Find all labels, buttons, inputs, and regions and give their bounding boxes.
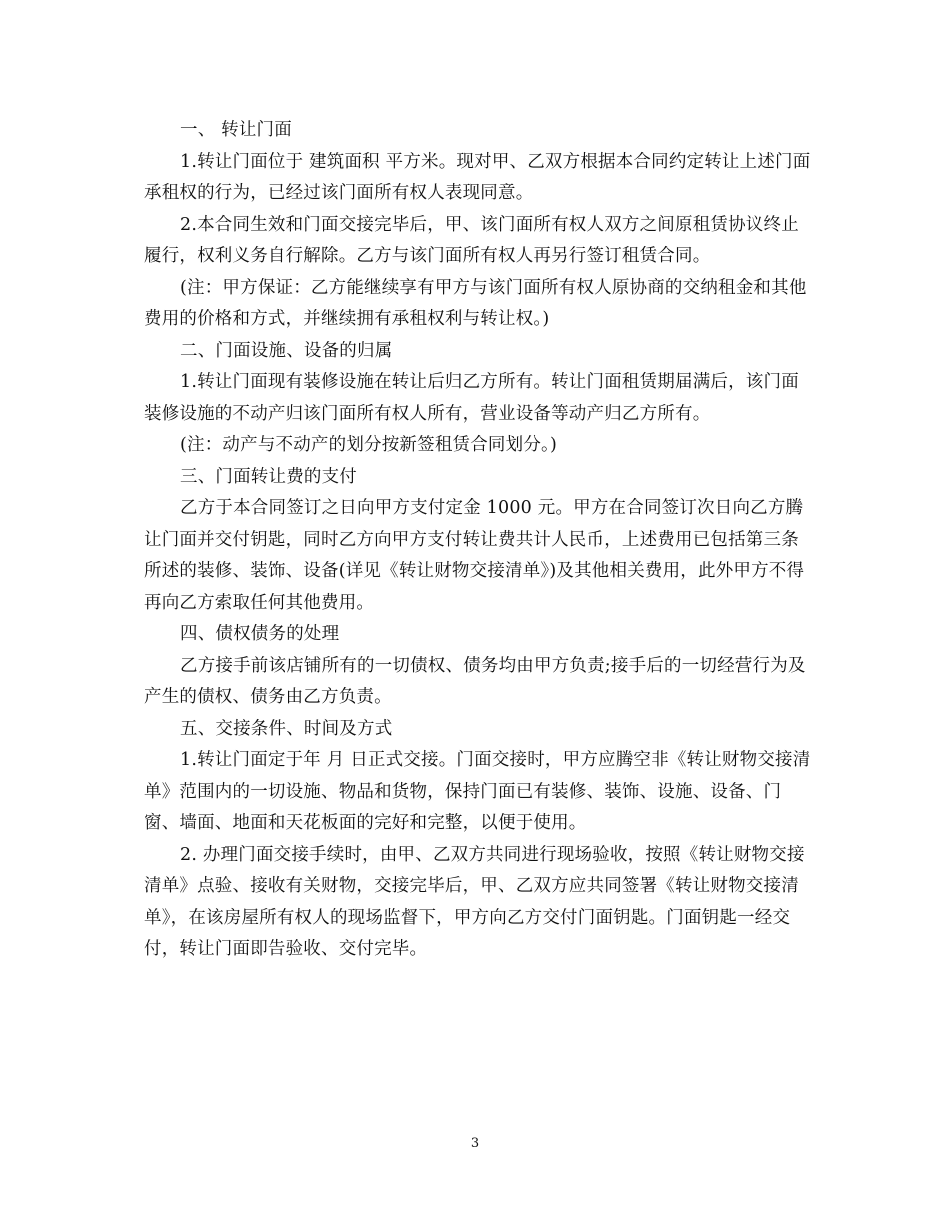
page-number: 3: [470, 1136, 480, 1151]
section-heading-5: 五、交接条件、时间及方式: [180, 718, 393, 739]
clause-5-2: 2. 办理门面交接手续时，由甲、乙双方共同进行现场验收，按照《转让财物交接清单》点验、接收有关财物，交接完毕后，甲、乙双方应共同签署《转让财物交接清单》，在该房屋所有权人的现场监督下，甲方向乙方交付门面钥匙。门面钥匙一经交付，转让门面即告验收、交付完毕。: [144, 844, 805, 959]
note-2: (注：动产与不动产的划分按新签租赁合同划分。): [180, 435, 558, 455]
clause-3: 乙方于本合同签订之日向甲方支付定金 1000 元。甲方在合同签订次日向乙方腾让门面并交付钥匙，同时乙方向甲方支付转让费共计人民币，上述费用已包括第三条所述的装修、装饰、设备(详见《转让财物交接清单》)及其他相关费用，此外甲方不得再向乙方索取任何其他费用。: [144, 498, 805, 613]
clause-1-2: 2.本合同生效和门面交接完毕后，甲、该门面所有权人双方之间原租赁协议终止履行，权利义务自行解除。乙方与该门面所有权人再另行签订租赁合同。: [144, 214, 799, 266]
clause-2-1: 1.转让门面现有装修设施在转让后归乙方所有。转让门面租赁期届满后，该门面装修设施的不动产归该门面所有权人所有，营业设备等动产归乙方所有。: [144, 372, 799, 424]
section-heading-1: 一、 转让门面: [180, 120, 292, 140]
clause-5-1: 1.转让门面定于年 月 日正式交接。门面交接时，甲方应腾空非《转让财物交接清单》范围内的一切设施、物品和货物，保持门面已有装修、装饰、设施、设备、门窗、墙面、地面和天花板面的完好和完整，以便于使用。: [144, 750, 811, 833]
clause-1-1: 1.转让门面位于 建筑面积 平方米。现对甲、乙双方根据本合同约定转让上述门面承租权的行为，已经过该门面所有权人表现同意。: [144, 151, 811, 203]
note-1: (注：甲方保证：乙方能继续享有甲方与该门面所有权人原协商的交纳租金和其他费用的价格和方式，并继续拥有承租权利与转让权。): [144, 277, 807, 329]
section-heading-2: 二、门面设施、设备的归属: [180, 340, 393, 361]
document-body: [144, 115, 812, 966]
clause-4: 乙方接手前该店铺所有的一切债权、债务均由甲方负责;接手后的一切经营行为及产生的债权、债务由乙方负责。: [144, 655, 806, 707]
section-heading-4: 四、债权债务的处理: [180, 624, 340, 644]
section-heading-3: 三、门面转让费的支付: [180, 466, 357, 487]
